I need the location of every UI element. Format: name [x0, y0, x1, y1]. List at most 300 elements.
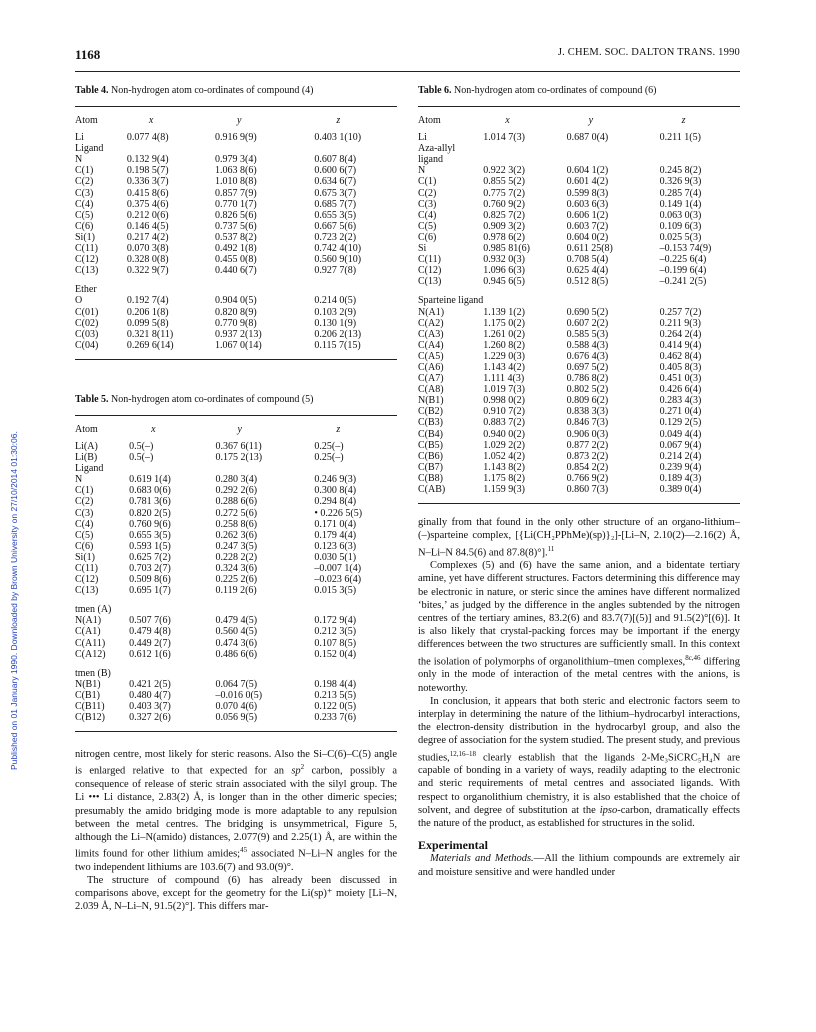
header-rule — [75, 71, 740, 72]
table6-header-cell: x — [505, 115, 510, 126]
table5-caption-text: Non-hydrogen atom co-ordinates of compound (5) — [111, 393, 314, 405]
coordinate-value: 0.225 2(6) — [215, 574, 258, 586]
coordinate-value: 0.070 4(6) — [215, 701, 258, 713]
coordinate-value — [127, 276, 215, 284]
coordinate-value: –0.153 74(9) — [659, 243, 712, 255]
coordinate-value — [314, 596, 397, 604]
coordinate-value: 0.217 4(2) — [126, 231, 169, 243]
table-row — [418, 295, 740, 306]
atom-label — [75, 660, 129, 668]
table-row — [418, 351, 740, 362]
coordinate-value: 0.280 3(4) — [215, 474, 258, 486]
coordinate-value — [129, 660, 215, 668]
coordinate-value: 0.655 3(5) — [129, 529, 171, 541]
coordinate-value: 0.212 0(6) — [126, 209, 169, 221]
coordinate-value: 0.708 5(4) — [566, 254, 609, 266]
atom-label: C(B6) — [418, 450, 443, 462]
table-row — [418, 276, 740, 287]
table-row — [75, 712, 397, 723]
atom-label: C(A5) — [418, 350, 444, 362]
coordinate-value — [215, 463, 314, 474]
coordinate-value: 0.479 4(8) — [129, 626, 171, 638]
coordinate-value: 0.760 9(2) — [483, 198, 525, 210]
table-row — [418, 417, 740, 428]
coordinate-value: 0.455 0(8) — [215, 254, 257, 266]
atom-label: Li(A) — [75, 440, 98, 452]
table-row — [75, 660, 397, 668]
coordinate-value: 0.854 2(2) — [566, 461, 609, 473]
coordinate-value: 0.239 9(4) — [659, 461, 702, 473]
atom-label: C(04) — [75, 339, 99, 351]
download-notice: Published on 01 January 1990. Downloaded by Brown University on 27/10/2014 01:30:06. — [9, 431, 19, 770]
coordinate-value — [483, 143, 566, 154]
left-column — [75, 85, 397, 914]
table4-header-cell: y — [237, 115, 242, 126]
coordinate-value — [215, 604, 314, 615]
coordinate-value: 0.945 6(5) — [483, 276, 525, 288]
coordinate-value — [483, 295, 566, 306]
coordinate-value: 0.206 2(13) — [314, 328, 362, 340]
coordinate-value: 0.321 8(11) — [126, 328, 174, 340]
table-row — [418, 440, 740, 451]
coordinate-value: –0.023 6(4) — [314, 574, 362, 586]
coordinate-value: 0.588 4(3) — [566, 339, 609, 351]
coordinate-value: 1.175 8(2) — [483, 472, 525, 484]
table5-caption — [75, 394, 397, 405]
table-row — [75, 626, 397, 637]
atom-label: N(A1) — [418, 306, 445, 318]
atom-label: C(B8) — [418, 472, 443, 484]
atom-label: C(01) — [75, 306, 99, 318]
coordinate-value: 0.063 0(3) — [659, 209, 702, 221]
atom-label: C(5) — [418, 220, 437, 232]
coordinate-value: 0.667 5(6) — [314, 220, 357, 232]
atom-label: N(A1) — [75, 615, 102, 627]
table-row — [75, 574, 397, 585]
table-row — [75, 649, 397, 660]
coordinate-value: 0.606 1(2) — [566, 209, 609, 221]
coordinate-value: 0.030 5(1) — [314, 551, 357, 563]
coordinate-value: 0.262 3(6) — [215, 529, 258, 541]
atom-label: C(AB) — [418, 484, 446, 495]
coordinate-value: 0.604 1(2) — [566, 165, 609, 177]
coordinate-value: 0.129 2(5) — [659, 417, 702, 429]
coordinate-value — [567, 143, 660, 154]
table5-header-cell: Atom — [75, 423, 98, 435]
table-row — [75, 243, 397, 254]
atom-label: C(5) — [75, 209, 94, 221]
coordinate-value: 0.760 9(6) — [129, 518, 171, 530]
table-row — [75, 701, 397, 712]
coordinate-value: 0.192 7(4) — [126, 295, 169, 307]
coordinate-value: 1.260 8(2) — [483, 339, 525, 351]
coordinate-value: 0.119 2(6) — [215, 585, 257, 597]
coordinate-value — [215, 596, 314, 604]
coordinate-value: 0.449 2(7) — [129, 637, 171, 649]
coordinate-value: 0.405 8(3) — [659, 361, 702, 373]
coordinate-value: 0.486 6(6) — [215, 648, 258, 660]
coordinate-value: 0.175 2(13) — [215, 452, 263, 464]
atom-label: C(A3) — [418, 328, 444, 340]
table-row — [75, 679, 397, 690]
coordinate-value: 0.322 9(7) — [126, 265, 169, 277]
coordinate-value: 0.611 25(8) — [566, 243, 613, 255]
atom-label: C(B12) — [75, 712, 105, 724]
table6-header-cell: y — [588, 115, 594, 126]
table4-caption-text: Non-hydrogen atom co-ordinates of compound (4) — [111, 85, 314, 96]
coordinate-value: 0.775 7(2) — [483, 187, 525, 199]
coordinate-value: –0.016 0(5) — [215, 689, 263, 701]
right-column — [418, 85, 740, 879]
table-row — [75, 485, 397, 496]
coordinate-value: 0.904 0(5) — [215, 295, 257, 307]
atom-label: Si — [418, 243, 427, 255]
coordinate-value: 0.415 8(6) — [126, 187, 169, 199]
table-row — [75, 188, 397, 199]
table-row — [418, 154, 740, 165]
coordinate-value: 1.096 6(3) — [483, 265, 525, 277]
coordinate-value: 0.403 3(7) — [129, 701, 171, 713]
coordinate-value: 0.809 6(2) — [566, 395, 609, 407]
right-paragraph-3: In conclusion, it appears that both steric and electronic factors seem to interplay in determining the nature of the lithium–hydrocarbyl interactions, the electron-density distribution in the hydrocarbyl group, and also the degree of association for the system studied. The present study, and previous studies,$^{12,16-18}$ clearly establish that the ligands 2-Me₃SiCRC₅H₄N are capable of bonding in a variety of ways, readily adapting to the electronic and steric requirements of metal centres and associated ligands. With respect to organolithium chemistry, it is also established that the choice of solvent, and degree of substitution at the ipso-carbon, dramatically effects the nature of the product, as established for structures in the solid. — [418, 695, 740, 830]
page-header — [75, 47, 740, 65]
coordinate-value — [215, 143, 314, 154]
table-row — [418, 473, 740, 484]
coordinate-value: 0.067 9(4) — [659, 439, 702, 451]
coordinate-value — [129, 604, 215, 615]
coordinate-value: 0.560 4(5) — [215, 626, 258, 638]
atom-label: C(13) — [418, 276, 442, 288]
atom-label: C(A8) — [418, 384, 444, 396]
table-row — [75, 690, 397, 701]
atom-label: C(1) — [418, 176, 437, 188]
atom-label: C(2) — [418, 187, 437, 199]
coordinate-value: 0.462 8(4) — [659, 350, 702, 362]
coordinate-value: 0.585 5(3) — [566, 328, 609, 340]
table-row — [418, 243, 740, 254]
coordinate-value: 0.257 7(2) — [659, 306, 702, 318]
coordinate-value: 0.474 3(6) — [215, 637, 258, 649]
atom-label: C(3) — [75, 187, 94, 199]
coordinate-value: 0.599 8(3) — [566, 187, 609, 199]
table-row — [75, 143, 397, 154]
table4 — [75, 115, 397, 351]
atom-label: C(6) — [418, 231, 437, 243]
coordinate-value — [483, 154, 566, 165]
coordinate-value: 0.123 6(3) — [314, 540, 357, 552]
coordinate-value: –0.199 6(4) — [659, 265, 707, 277]
coordinate-value: 0.855 5(2) — [483, 176, 525, 188]
table-row — [418, 143, 740, 154]
coordinate-value — [660, 154, 740, 165]
coordinate-value: 0.426 6(4) — [659, 384, 702, 396]
coordinate-value: 0.300 8(4) — [314, 485, 357, 497]
coordinate-value — [660, 295, 740, 306]
coordinate-value — [314, 463, 397, 474]
coordinate-value: 0.820 8(9) — [215, 306, 257, 318]
coordinate-value: 0.103 2(9) — [314, 306, 357, 318]
atom-label: C(A4) — [418, 339, 444, 351]
coordinate-value: 0.607 8(4) — [314, 154, 357, 166]
atom-label: Aza-allyl — [418, 143, 456, 155]
coordinate-value: 1.139 1(2) — [483, 306, 525, 318]
table-row — [75, 541, 397, 552]
coordinate-value: 1.111 4(3) — [483, 373, 525, 385]
coordinate-value: 1.063 8(6) — [215, 165, 257, 177]
coordinate-value: 0.246 9(3) — [314, 474, 357, 486]
atom-label: C(12) — [75, 254, 99, 266]
table-row — [75, 295, 397, 306]
atom-label: C(02) — [75, 317, 99, 329]
coordinate-value: 0.802 5(2) — [566, 384, 609, 396]
table-row — [75, 165, 397, 176]
atom-label: tmen (B) — [75, 667, 111, 679]
coordinate-value: 0.099 5(8) — [126, 317, 169, 329]
coordinate-value: 0.213 5(5) — [314, 689, 357, 701]
table4-caption — [75, 85, 397, 96]
atom-label: C(A1) — [75, 626, 101, 638]
atom-label: Ligand — [75, 143, 104, 155]
table-row — [75, 563, 397, 574]
coordinate-value: 0.326 9(3) — [659, 176, 702, 188]
atom-label: C(4) — [75, 518, 94, 530]
table-row — [418, 429, 740, 440]
atom-label: C(11) — [418, 254, 441, 266]
table-row — [418, 307, 740, 318]
coordinate-value: 0.604 0(2) — [566, 231, 609, 243]
table-row — [418, 340, 740, 351]
table-row — [75, 463, 397, 474]
coordinate-value: 0.480 4(7) — [129, 689, 171, 701]
table-row — [75, 340, 397, 351]
table-row — [75, 668, 397, 679]
coordinate-value: 0.247 3(5) — [215, 540, 258, 552]
table-row — [75, 585, 397, 596]
atom-label: Li — [418, 132, 427, 144]
coordinate-value: 0.5(–) — [129, 440, 154, 452]
table5-header-cell: y — [237, 423, 242, 435]
coordinate-value: 1.143 8(2) — [483, 461, 525, 473]
coordinate-value: 0.838 3(3) — [566, 406, 609, 418]
atom-label: C(B3) — [418, 417, 443, 429]
table-row — [418, 199, 740, 210]
coordinate-value: 0.593 1(5) — [129, 540, 171, 552]
coordinate-value: 0.211 9(3) — [659, 317, 701, 329]
atom-label: C(B1) — [75, 689, 100, 701]
table-row — [418, 373, 740, 384]
coordinate-value: 0.655 3(5) — [314, 209, 357, 221]
table-row — [75, 318, 397, 329]
coordinate-value: 1.159 9(3) — [483, 484, 525, 495]
coordinate-value: 0.294 8(4) — [314, 496, 357, 508]
coordinate-value — [314, 276, 397, 284]
coordinate-value: 0.857 7(9) — [215, 187, 257, 199]
coordinate-value: 0.258 8(6) — [215, 518, 258, 530]
coordinate-value: 0.910 7(2) — [483, 406, 525, 418]
coordinate-value: 0.132 9(4) — [126, 154, 169, 166]
table4-header-row — [75, 115, 397, 126]
atom-label: Si(1) — [75, 551, 95, 563]
coordinate-value: 0.25(–) — [314, 452, 344, 464]
atom-label: Ligand — [75, 463, 104, 475]
coordinate-value: 0.537 8(2) — [215, 231, 257, 243]
coordinate-value: 0.600 6(7) — [314, 165, 357, 177]
coordinate-value: 0.786 8(2) — [566, 373, 609, 385]
atom-label: Li — [75, 132, 84, 144]
coordinate-value — [215, 660, 314, 668]
coordinate-value: 0.625 4(4) — [566, 265, 609, 277]
coordinate-value: 0.070 3(8) — [126, 243, 169, 255]
atom-label: C(A11) — [75, 637, 106, 649]
table-row — [418, 210, 740, 221]
coordinate-value: 0.906 0(3) — [566, 428, 609, 440]
coordinate-value: 0.25(–) — [314, 440, 344, 452]
atom-label: C(11) — [75, 563, 98, 574]
coordinate-value: 0.064 7(5) — [215, 678, 258, 690]
table-row — [75, 496, 397, 507]
atom-label: C(4) — [75, 198, 94, 210]
atom-label: N(B1) — [75, 678, 101, 690]
atom-label: C(13) — [75, 585, 99, 597]
table-row — [418, 406, 740, 417]
table-row — [418, 254, 740, 265]
coordinate-value: 1.052 4(2) — [483, 450, 525, 462]
table6-caption-text: Non-hydrogen atom co-ordinates of compound (6) — [454, 85, 657, 96]
table-row — [75, 604, 397, 615]
coordinate-value — [215, 284, 314, 295]
table-row — [418, 287, 740, 295]
table4-header-cell: x — [148, 115, 154, 126]
coordinate-value: 0.107 8(5) — [314, 637, 357, 649]
coordinate-value: 0.770 9(8) — [215, 317, 257, 329]
coordinate-value: 0.336 3(7) — [126, 176, 169, 188]
atom-label: C(A6) — [418, 361, 444, 373]
table-row — [418, 265, 740, 276]
coordinate-value — [314, 143, 397, 154]
coordinate-value: 0.403 1(10) — [314, 132, 362, 144]
coordinate-value: 0.211 1(5) — [659, 132, 701, 144]
table-row — [75, 307, 397, 318]
table5-header-cell: x — [151, 423, 156, 435]
coordinate-value: 0.025 5(3) — [659, 231, 702, 243]
coordinate-value: 0.015 3(5) — [314, 585, 357, 597]
coordinate-value: 0.916 9(9) — [215, 132, 257, 144]
coordinate-value: 0.149 1(4) — [659, 198, 702, 210]
coordinate-value: 1.261 0(2) — [483, 328, 525, 340]
coordinate-value: 0.272 5(6) — [215, 507, 258, 519]
coordinate-value: 0.601 4(2) — [566, 176, 609, 188]
atom-label: C(A12) — [75, 648, 106, 660]
coordinate-value: 0.440 6(7) — [215, 265, 257, 277]
coordinate-value — [129, 463, 215, 474]
atom-label — [418, 287, 483, 295]
coordinate-value: 0.998 0(2) — [483, 395, 525, 407]
table-row — [75, 530, 397, 541]
coordinate-value: 0.049 4(4) — [659, 428, 702, 440]
coordinate-value — [567, 295, 660, 306]
coordinate-value: 0.269 6(14) — [126, 339, 174, 351]
coordinate-value: 0.877 2(2) — [566, 439, 609, 451]
coordinate-value: –0.241 2(5) — [659, 276, 707, 288]
atom-label: C(B5) — [418, 439, 443, 451]
coordinate-value: 0.198 5(7) — [126, 165, 169, 177]
table-row — [75, 276, 397, 284]
table6-header-cell: Atom — [418, 115, 441, 126]
table-row — [75, 176, 397, 187]
table-row — [418, 132, 740, 143]
coordinate-value: 0.560 9(10) — [314, 254, 362, 266]
table-row — [75, 474, 397, 485]
coordinate-value: 0.492 1(8) — [215, 243, 257, 255]
left-body-text — [75, 748, 397, 913]
atom-label: C(B11) — [75, 701, 105, 713]
table4-top-rule — [75, 106, 397, 107]
coordinate-value: 0.228 2(2) — [215, 551, 258, 563]
left-paragraph-1: nitrogen centre, most likely for steric reasons. Also the Si–C(6)–C(5) angle is enlarged relative to that expected for an $sp^2$ carbon, possibly a consequence of release of steric strain associated with the silyl group. The Li ••• Li distance, 2.83(2) Å, is longer than in the other dimeric species; presumably the amido bridging mode is more adaptable to any repulsion between the metal centres. The bridging is unsymmetrical, Figure 5, although the Li–N(amido) distances, 2.077(9) and 2.25(1) Å, are within the limits found for other lithium amides;$^{45}$ associated N–Li–N angles for the two independent lithiums are 103.6(7) and 93.0(9)°. — [75, 749, 397, 873]
coordinate-value: 0.509 8(6) — [129, 574, 171, 586]
coordinate-value — [314, 284, 397, 295]
coordinate-value: 0.077 4(8) — [126, 132, 169, 144]
coordinate-value: 0.826 5(6) — [215, 209, 257, 221]
table5-header-row — [75, 424, 397, 435]
table5-bottom-rule — [75, 731, 397, 732]
coordinate-value: 0.766 9(2) — [566, 472, 609, 484]
table-row — [75, 221, 397, 232]
atom-label: tmen (A) — [75, 604, 112, 616]
coordinate-value: 0.703 2(7) — [129, 563, 171, 574]
table6-caption — [418, 85, 740, 96]
table6-label: Table 6. — [418, 85, 452, 96]
coordinate-value — [483, 287, 566, 295]
coordinate-value: 0.288 6(6) — [215, 496, 258, 508]
atom-label: N — [75, 154, 83, 166]
coordinate-value: • 0.226 5(5) — [314, 507, 363, 519]
atom-label: N — [418, 165, 426, 177]
table-row — [418, 232, 740, 243]
table4-header-cell: z — [336, 115, 341, 126]
coordinate-value: 0.421 2(5) — [129, 678, 171, 690]
coordinate-value: –0.007 1(4) — [314, 563, 362, 574]
coordinate-value: 0.695 1(7) — [129, 585, 171, 597]
atom-label: N(B1) — [418, 395, 444, 407]
atom-label: Li(B) — [75, 452, 98, 464]
coordinate-value: 0.687 0(4) — [566, 132, 609, 144]
coordinate-value: 0.206 1(8) — [126, 306, 169, 318]
table-row — [75, 132, 397, 143]
atom-label: Si(1) — [75, 231, 95, 243]
coordinate-value: 0.909 3(2) — [483, 220, 525, 232]
atom-label: C(12) — [75, 574, 99, 586]
atom-label: C(1) — [75, 485, 94, 497]
coordinate-value: 0.685 7(7) — [314, 198, 357, 210]
coordinate-value: 0.603 6(3) — [566, 198, 609, 210]
coordinate-value: 0.603 7(2) — [566, 220, 609, 232]
table-row — [75, 254, 397, 265]
atom-label: C(4) — [418, 209, 437, 221]
coordinate-value: 0.978 6(2) — [483, 231, 525, 243]
atom-label: Sparteine ligand — [418, 295, 484, 307]
table-row — [418, 484, 740, 495]
coordinate-value: 0.607 2(2) — [566, 317, 609, 329]
right-paragraph-2: Complexes (5) and (6) have the same anion, and a bidentate tertiary amine, yet have different structures. Factors determining this difference may be electronic in nature, or steric since the amines have different normalized ‘bites,’ as judged by the difference in the angles subtended by the nitrogen centres of the tertiary amines, 83.2(6) and 83.7(7)[(5)] and 91.5(2)°[(6)]. It is also likely that crystal-packing forces may be important if the energy differences between the two structures are sufficiently small. In this context the isolation of polymorphs of organolithium–tmen complexes,$^{8c,46}$ differing only in the mode of interaction of the metal centres with the anions, is noteworthy. — [418, 560, 741, 694]
coordinate-value — [127, 284, 215, 295]
coordinate-value: 0.324 3(6) — [215, 563, 258, 574]
coordinate-value: 0.212 3(5) — [314, 626, 357, 638]
atom-label: Ether — [75, 284, 97, 296]
coordinate-value: 0.264 2(4) — [659, 328, 702, 340]
coordinate-value: 0.985 81(6) — [483, 243, 530, 255]
table-row — [75, 508, 397, 519]
